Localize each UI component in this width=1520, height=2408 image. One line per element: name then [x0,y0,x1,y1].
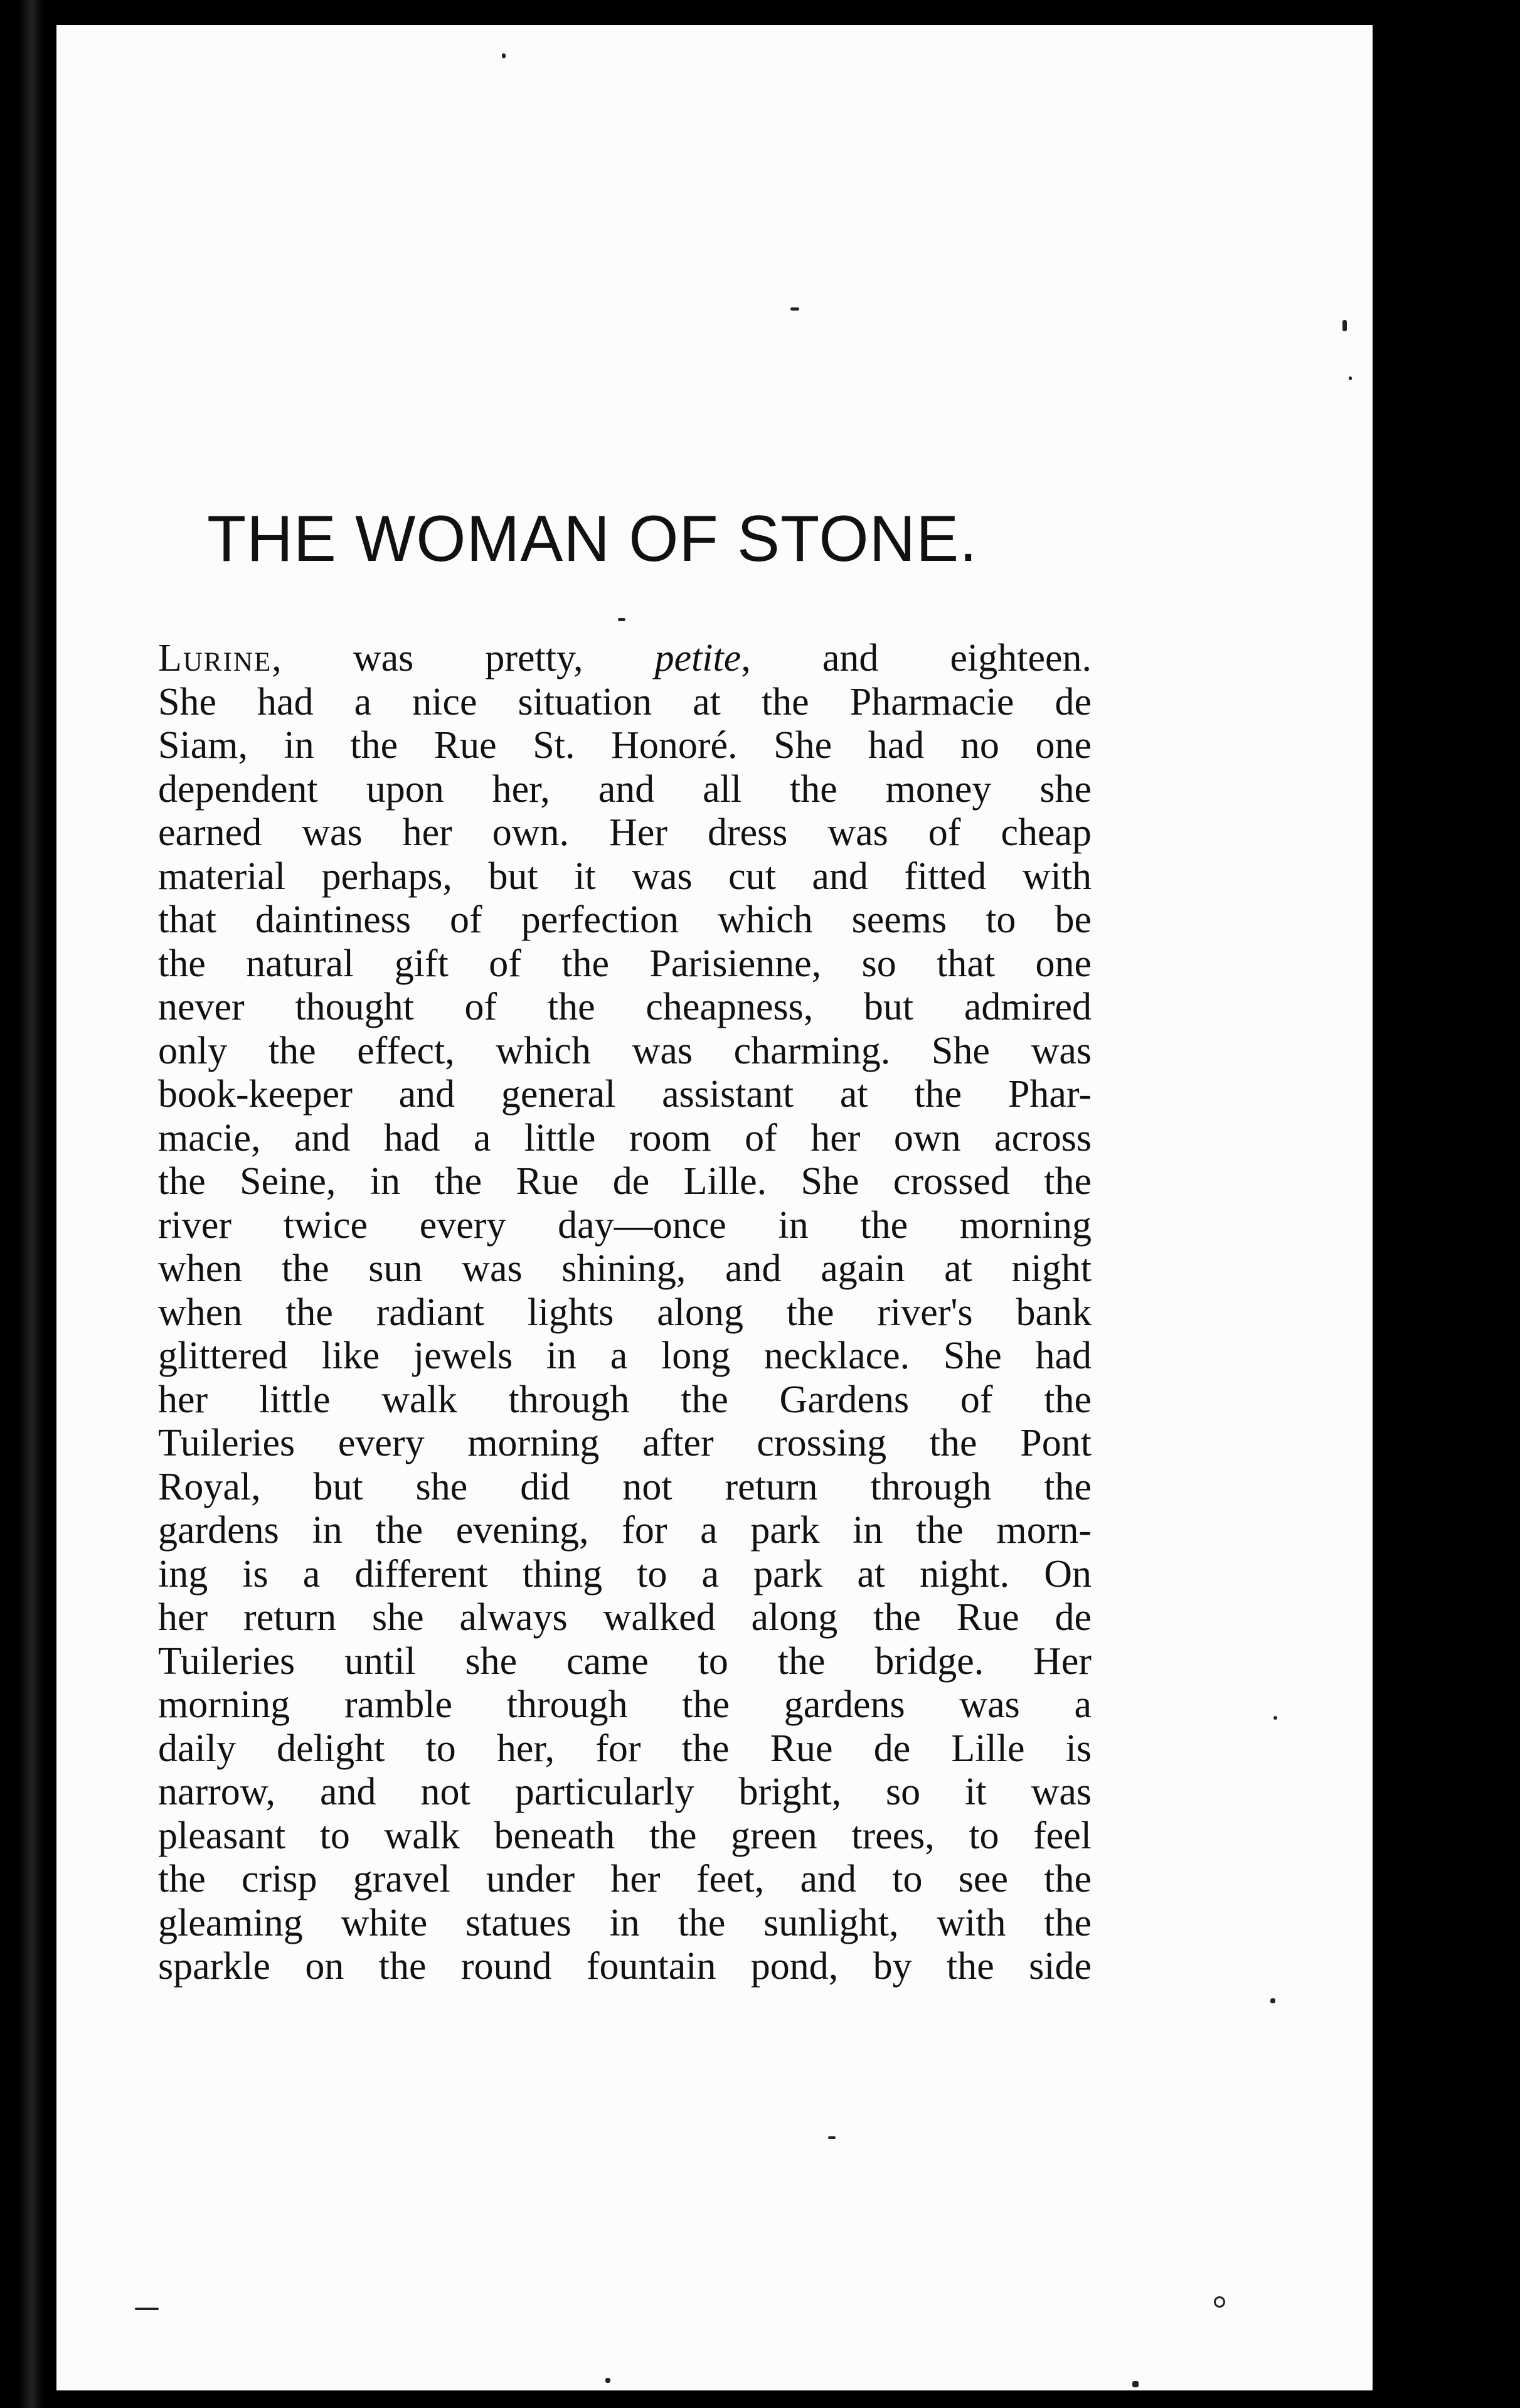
text-line: pleasant to walk beneath the green trees, to feel [158,1814,1092,1857]
scan-speck [605,2378,610,2383]
scan-speck [1273,1716,1277,1720]
scan-speck [828,2136,836,2139]
text-line: Royal, but she did not return through the [158,1465,1092,1508]
text-line: when the sun was shining, and again at night [158,1247,1092,1290]
text-line: the Seine, in the Rue de Lille. She crossed the [158,1160,1092,1203]
text-line: the natural gift of the Parisienne, so that one [158,942,1092,985]
scan-speck [1214,2296,1225,2308]
text-line: only the effect, which was charming. She was [158,1029,1092,1072]
scan-speck [1132,2381,1139,2387]
page-edge-shadow [0,0,56,2408]
scan-speck [790,307,799,311]
scan-speck [1349,376,1352,380]
text-line: sparkle on the round fountain pond, by the side [158,1945,1092,1988]
scan-speck [1270,1998,1275,2003]
scan-speck [135,2308,159,2310]
text-line: Siam, in the Rue St. Honoré. She had no one [158,724,1092,767]
scan-speck [502,53,506,58]
text-line: morning ramble through the gardens was a [158,1683,1092,1726]
lead-word: Lurine [158,637,272,679]
scan-speck [1342,320,1347,331]
text-line: book-keeper and general assistant at the Phar- [158,1073,1092,1116]
text-line: macie, and had a little room of her own across [158,1116,1092,1159]
italic-word: petite [654,637,741,679]
text-line: gleaming white statues in the sunlight, with the [158,1901,1092,1944]
text-line: that daintiness of perfection which seems to be [158,898,1092,941]
text-line: daily delight to her, for the Rue de Lille is [158,1727,1092,1770]
text-line: dependent upon her, and all the money she [158,767,1092,811]
text-line: narrow, and not particularly bright, so it was [158,1771,1092,1813]
text-line: when the radiant lights along the river's bank [158,1291,1092,1334]
text-line: Tuileries until she came to the bridge. Her [158,1639,1092,1683]
page-title: THE WOMAN OF STONE. [207,503,978,575]
text-line: glittered like jewels in a long necklace. She had [158,1335,1092,1377]
text-line: Tuileries every morning after crossing the Pont [158,1422,1092,1464]
text-line: material perhaps, but it was cut and fitted with [158,855,1092,898]
text-line: ing is a different thing to a park at night. On [158,1552,1092,1596]
text-line: gardens in the evening, for a park in the morn- [158,1509,1092,1552]
text-line: the crisp gravel under her feet, and to see the [158,1858,1092,1900]
text-line: never thought of the cheapness, but admired [158,986,1092,1028]
body-text [158,637,1092,1989]
text-line: She had a nice situation at the Pharmacie de [158,680,1092,723]
scan-speck [618,618,625,621]
text-line: Lurine, was pretty, petite, and eighteen. [158,637,1092,679]
text-line: river twice every day—once in the morning [158,1203,1092,1247]
text-line: her return she always walked along the Rue de [158,1596,1092,1639]
text-line: earned was her own. Her dress was of cheap [158,811,1092,854]
text-line: her little walk through the Gardens of the [158,1378,1092,1421]
